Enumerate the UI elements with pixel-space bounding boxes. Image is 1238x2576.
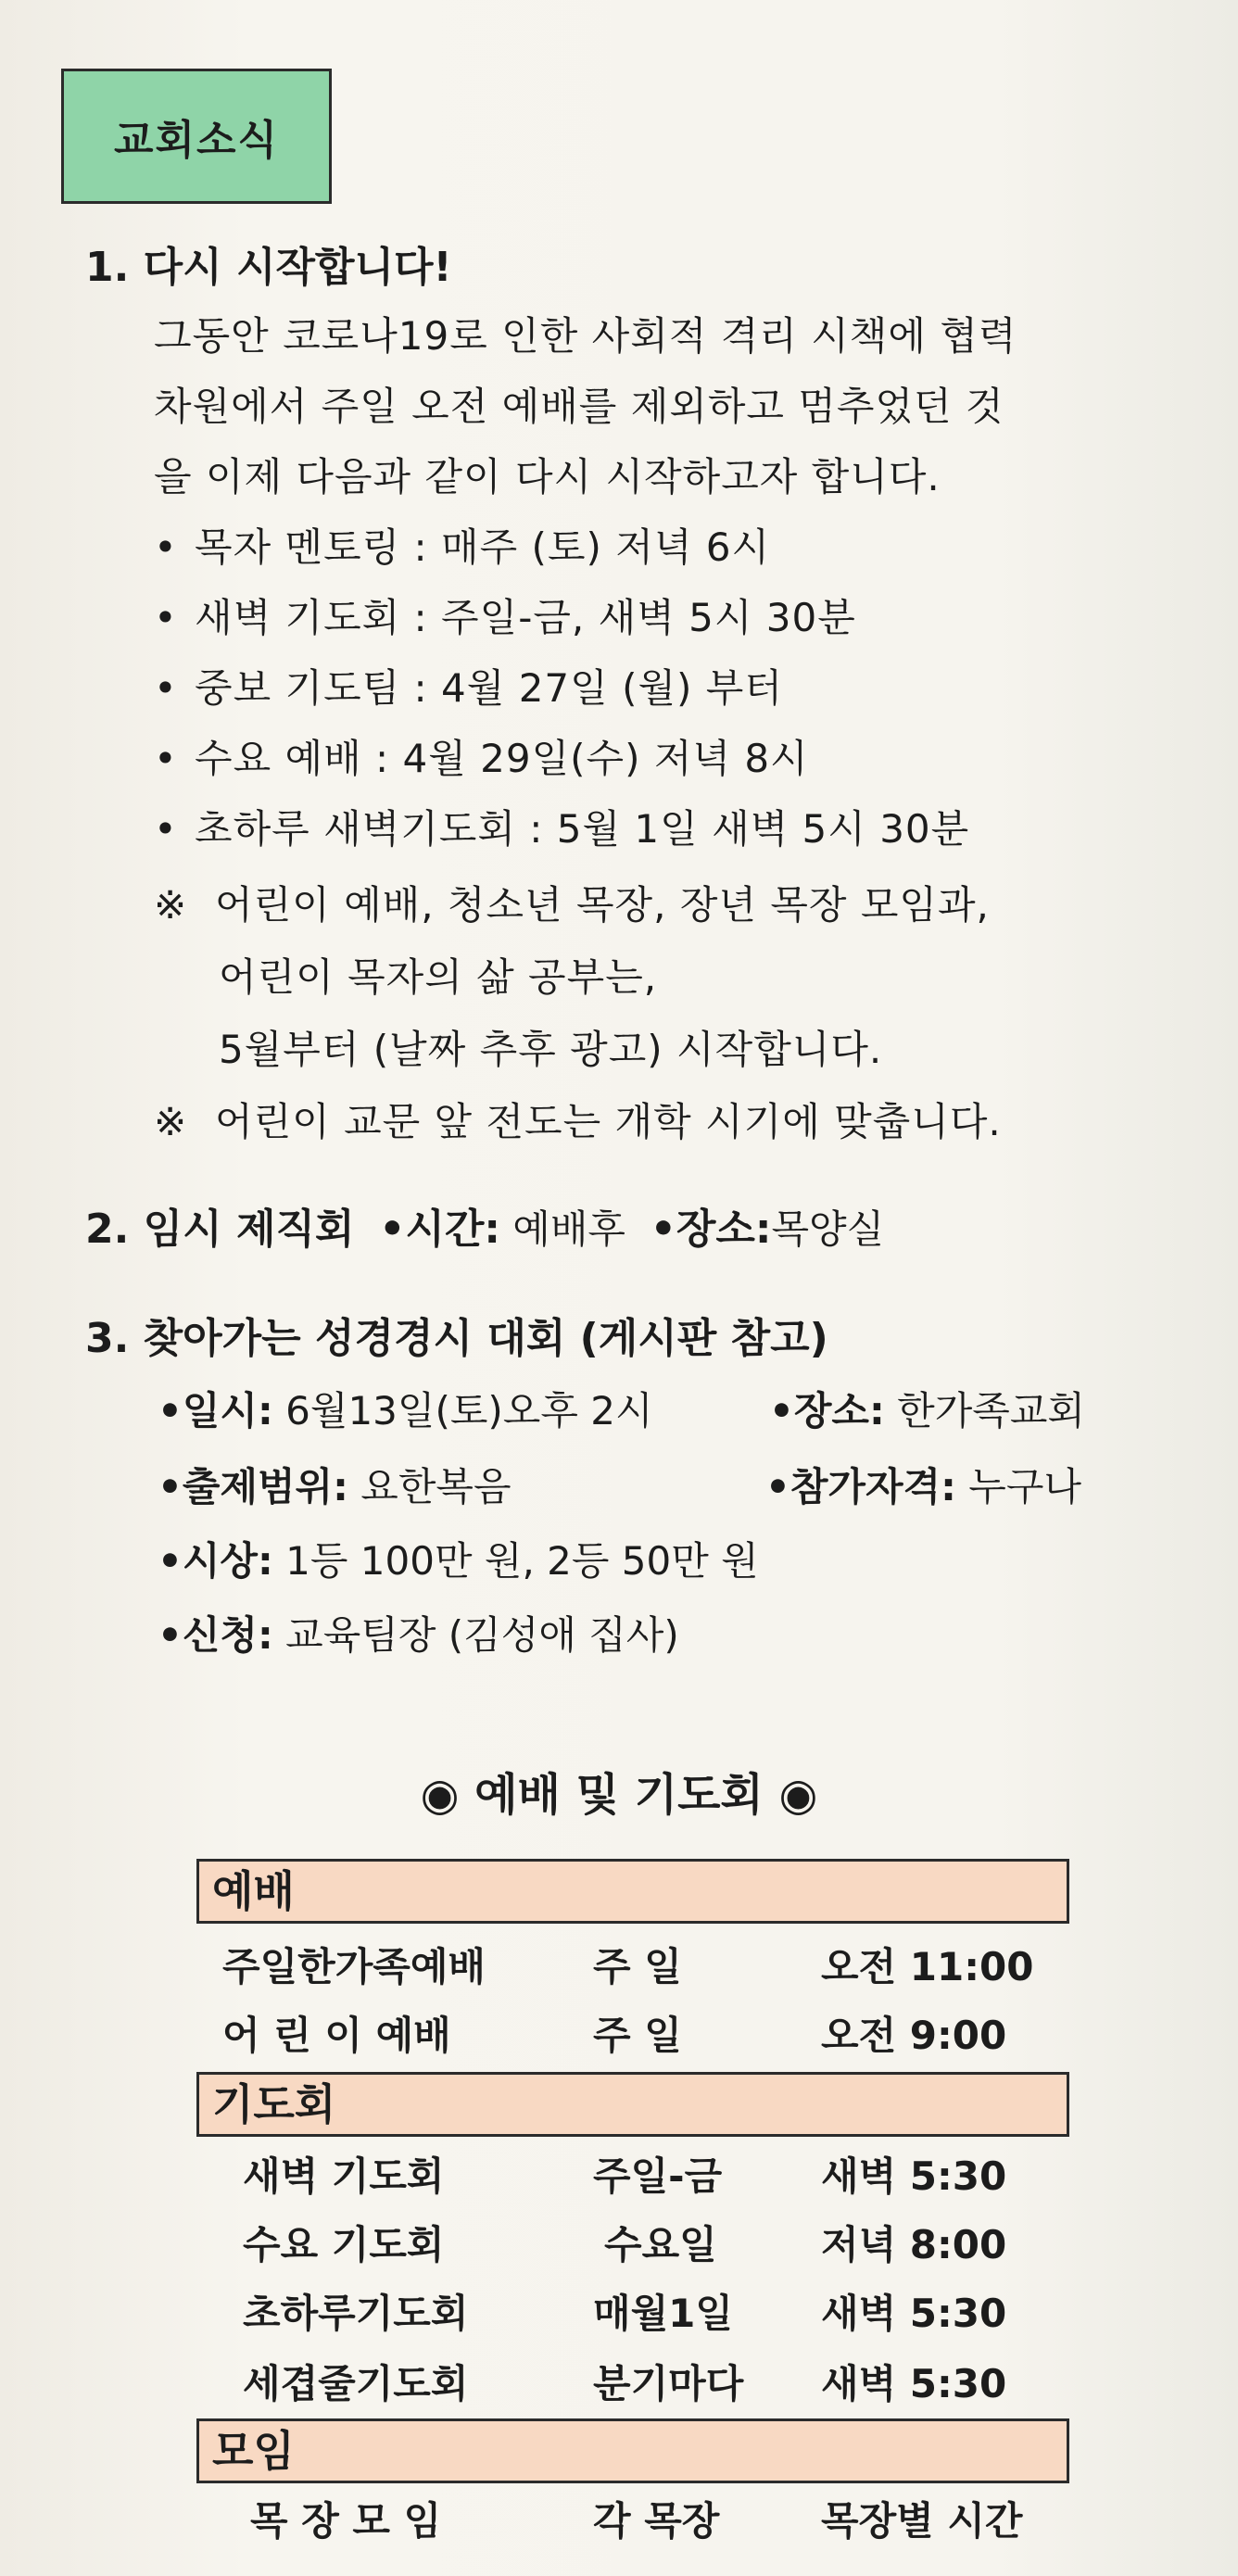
service-name: 초하루기도회	[243, 2291, 469, 2336]
contest-date: •일시: 6월13일(토)오후 2시	[158, 1388, 653, 1433]
service-time: 새벽 5:30	[821, 2291, 1007, 2336]
bullet-dot-icon: •	[154, 665, 178, 711]
service-name: 새벽 기도회	[243, 2153, 445, 2199]
service-name: 주일한가족예배	[222, 1944, 486, 1989]
schedule-bullet: • 초하루 새벽기도회 : 5월 1일 새벽 5시 30분	[154, 806, 970, 852]
bullet-dot-icon: •	[154, 524, 178, 570]
schedule-bullet: • 새벽 기도회 : 주일-금, 새벽 5시 30분	[154, 595, 856, 640]
service-day: 각 목장	[593, 2498, 720, 2544]
reference-mark-icon: ※	[154, 882, 188, 928]
service-day: 주 일	[593, 2013, 682, 2058]
section1-heading: 1. 다시 시작합니다!	[85, 244, 452, 291]
section2-heading: 2. 임시 제직회	[85, 1206, 355, 1253]
section1-line: 차원에서 주일 오전 예배를 제외하고 멈추었던 것	[154, 384, 1004, 429]
bullet-dot-icon: •	[154, 595, 178, 640]
service-day: 분기마다	[593, 2361, 744, 2406]
note-continuation: 5월부터 (날짜 추후 광고) 시작합니다.	[219, 1027, 883, 1072]
service-time: 새벽 5:30	[821, 2361, 1007, 2406]
service-name: 목 장 모 임	[250, 2498, 442, 2544]
reference-mark-icon: ※	[154, 1099, 188, 1144]
contest-eligibility: •참가자격: 누구나	[765, 1464, 1082, 1509]
contest-apply: •신청: 교육팀장 (김성애 집사)	[158, 1612, 679, 1658]
section2-line	[85, 1195, 884, 1255]
contest-prize: •시상: 1등 100만 원, 2등 50만 원	[158, 1538, 759, 1584]
place-value: 목양실	[771, 1206, 885, 1252]
service-time: 오전 9:00	[821, 2013, 1007, 2058]
category-prayer: 기도회	[196, 2072, 1069, 2137]
section3-heading: 3. 찾아가는 성경경시 대회 (게시판 참고)	[85, 1315, 828, 1362]
time-value: 예배후	[499, 1206, 626, 1252]
service-time: 새벽 5:30	[821, 2153, 1007, 2199]
page-title: 교회소식	[61, 69, 332, 204]
schedule-bullet: • 수요 예배 : 4월 29일(수) 저녁 8시	[154, 736, 809, 781]
bullet-dot-icon: •	[154, 806, 178, 852]
service-day: 매월1일	[593, 2291, 733, 2336]
note-continuation: 어린이 목자의 삶 공부는,	[219, 954, 658, 1000]
section1-line: 을 이제 다음과 같이 다시 시작하고자 합니다.	[154, 454, 941, 499]
note-item: ※ 어린이 예배, 청소년 목장, 장년 목장 모임과,	[154, 882, 990, 928]
time-label: •시간:	[379, 1206, 500, 1253]
section1-line: 그동안 코로나19로 인한 사회적 격리 시책에 협력	[154, 313, 1017, 359]
service-name: 세겹줄기도회	[243, 2361, 469, 2406]
contest-scope: •출제범위: 요한복음	[158, 1464, 512, 1509]
service-name: 수요 기도회	[243, 2222, 445, 2267]
service-name: 어 린 이 예배	[222, 2013, 451, 2058]
service-day: 주 일	[593, 1944, 682, 1989]
contest-place: •장소: 한가족교회	[769, 1388, 1086, 1433]
category-worship: 예배	[196, 1859, 1069, 1924]
schedule-bullet: • 중보 기도팀 : 4월 27일 (월) 부터	[154, 665, 783, 711]
place-label: •장소:	[650, 1206, 772, 1253]
service-time: 저녁 8:00	[821, 2222, 1007, 2267]
bullet-dot-icon: •	[154, 736, 178, 781]
service-time: 목장별 시간	[821, 2498, 1023, 2544]
service-day: 수요일	[604, 2222, 717, 2267]
category-gathering: 모임	[196, 2418, 1069, 2483]
note-item: ※ 어린이 교문 앞 전도는 개학 시기에 맞춥니다.	[154, 1099, 1002, 1144]
service-time: 오전 11:00	[821, 1944, 1034, 1989]
schedule-title: ◉ 예배 및 기도회 ◉	[420, 1769, 818, 1821]
schedule-bullet: • 목자 멘토링 : 매주 (토) 저녁 6시	[154, 524, 771, 570]
service-day: 주일-금	[593, 2153, 723, 2199]
